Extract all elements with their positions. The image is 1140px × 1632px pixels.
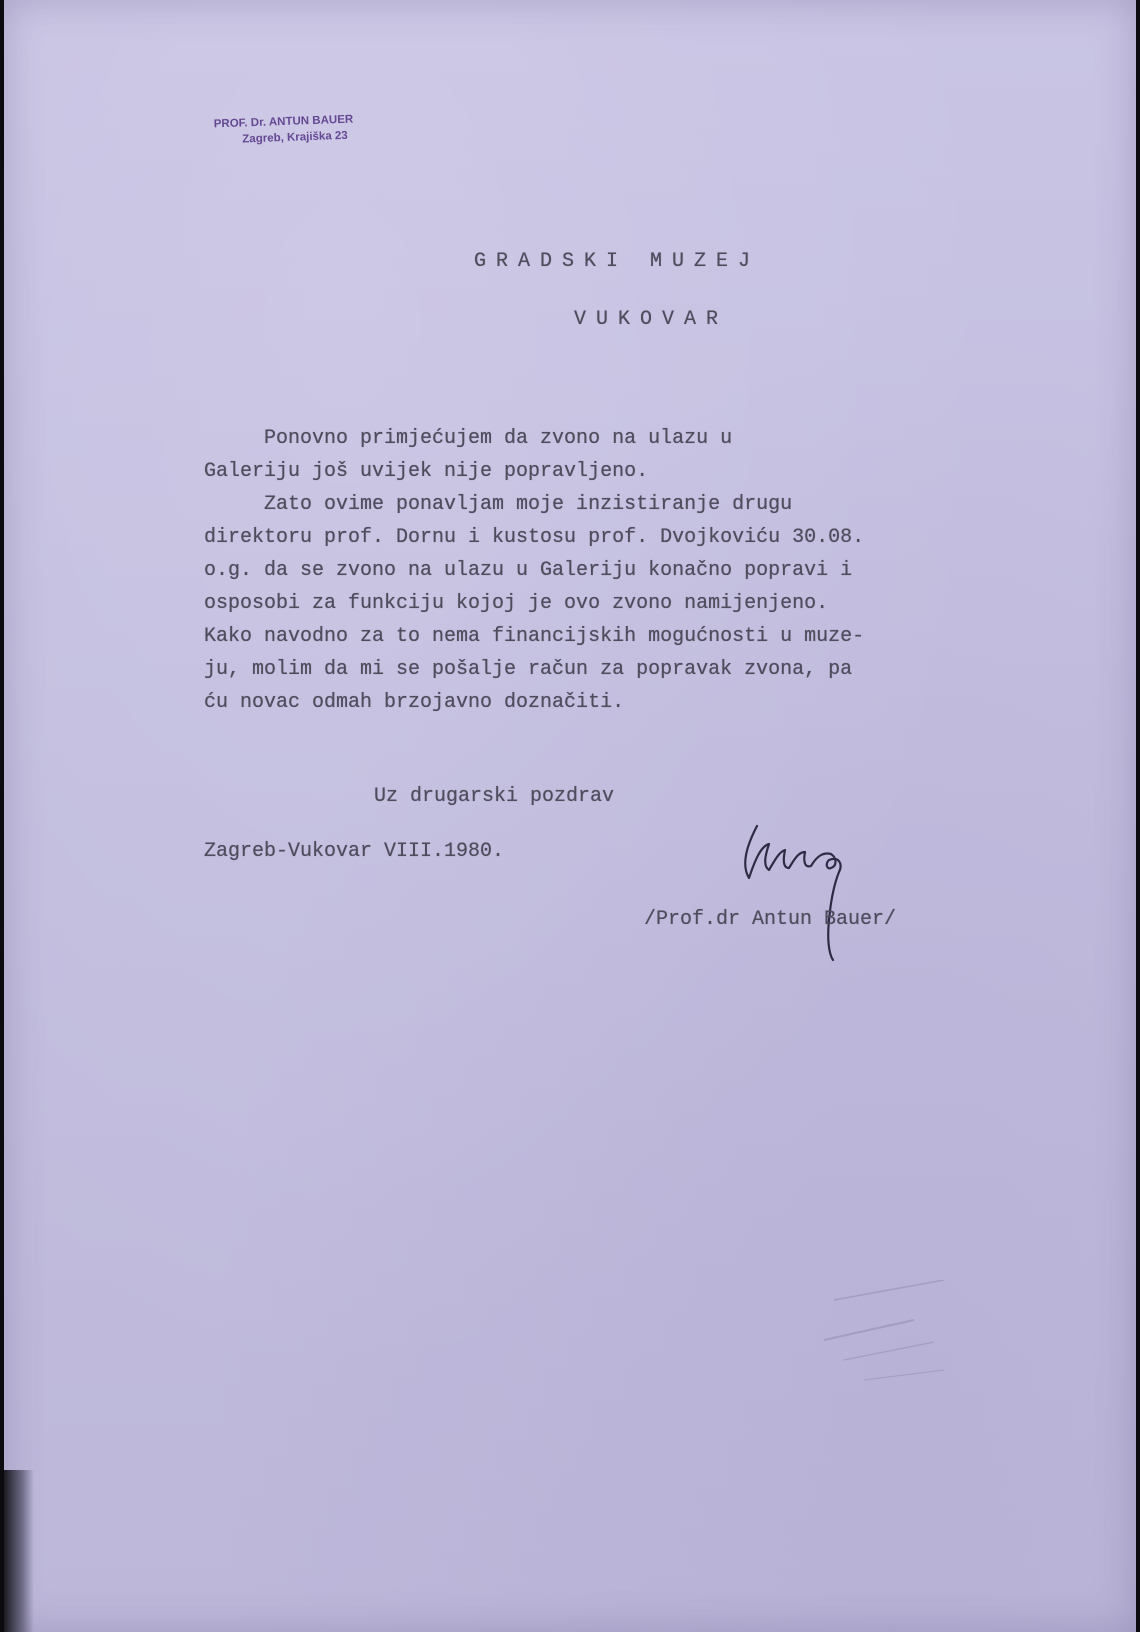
body-line: Ponovno primjećujem da zvono na ulazu u [204,427,733,450]
body-line: direktoru prof. Dornu i kustosu prof. Dvojkoviću 30.08. [204,526,865,549]
recipient-line-1: GRADSKI MUZEJ [474,250,761,273]
letter-sheet [4,0,1136,1632]
signer-name: /Prof.dr Antun Bauer/ [644,908,897,931]
letter-date: Zagreb-Vukovar VIII.1980. [204,840,505,863]
sender-stamp [213,112,354,149]
body-line: osposobi za funkciju kojoj je ovo zvono namijenjeno. [204,592,829,615]
stamp-line-name: PROF. Dr. ANTUN BAUER [213,113,354,131]
scan-edge-shadow [4,1470,34,1632]
recipient-line-2: VUKOVAR [574,308,729,331]
stamp-line-address: Zagreb, Krajiška 23 [242,129,348,146]
body-line: ju, molim da mi se pošalje račun za popravak zvona, pa [204,658,853,681]
body-line: Galeriju još uvijek nije popravljeno. [204,460,649,483]
paper-scuff-marks [824,1280,964,1400]
body-line: o.g. da se zvono na ulazu u Galeriju konačno popravi i [204,559,853,582]
closing-greeting: Uz drugarski pozdrav [374,785,615,808]
body-line: Kako navodno za to nema financijskih mogućnosti u muze- [204,625,865,648]
handwritten-signature [739,820,899,980]
body-line: ću novac odmah brzojavno doznačiti. [204,691,625,714]
body-line: Zato ovime ponavljam moje inzistiranje drugu [204,493,793,516]
